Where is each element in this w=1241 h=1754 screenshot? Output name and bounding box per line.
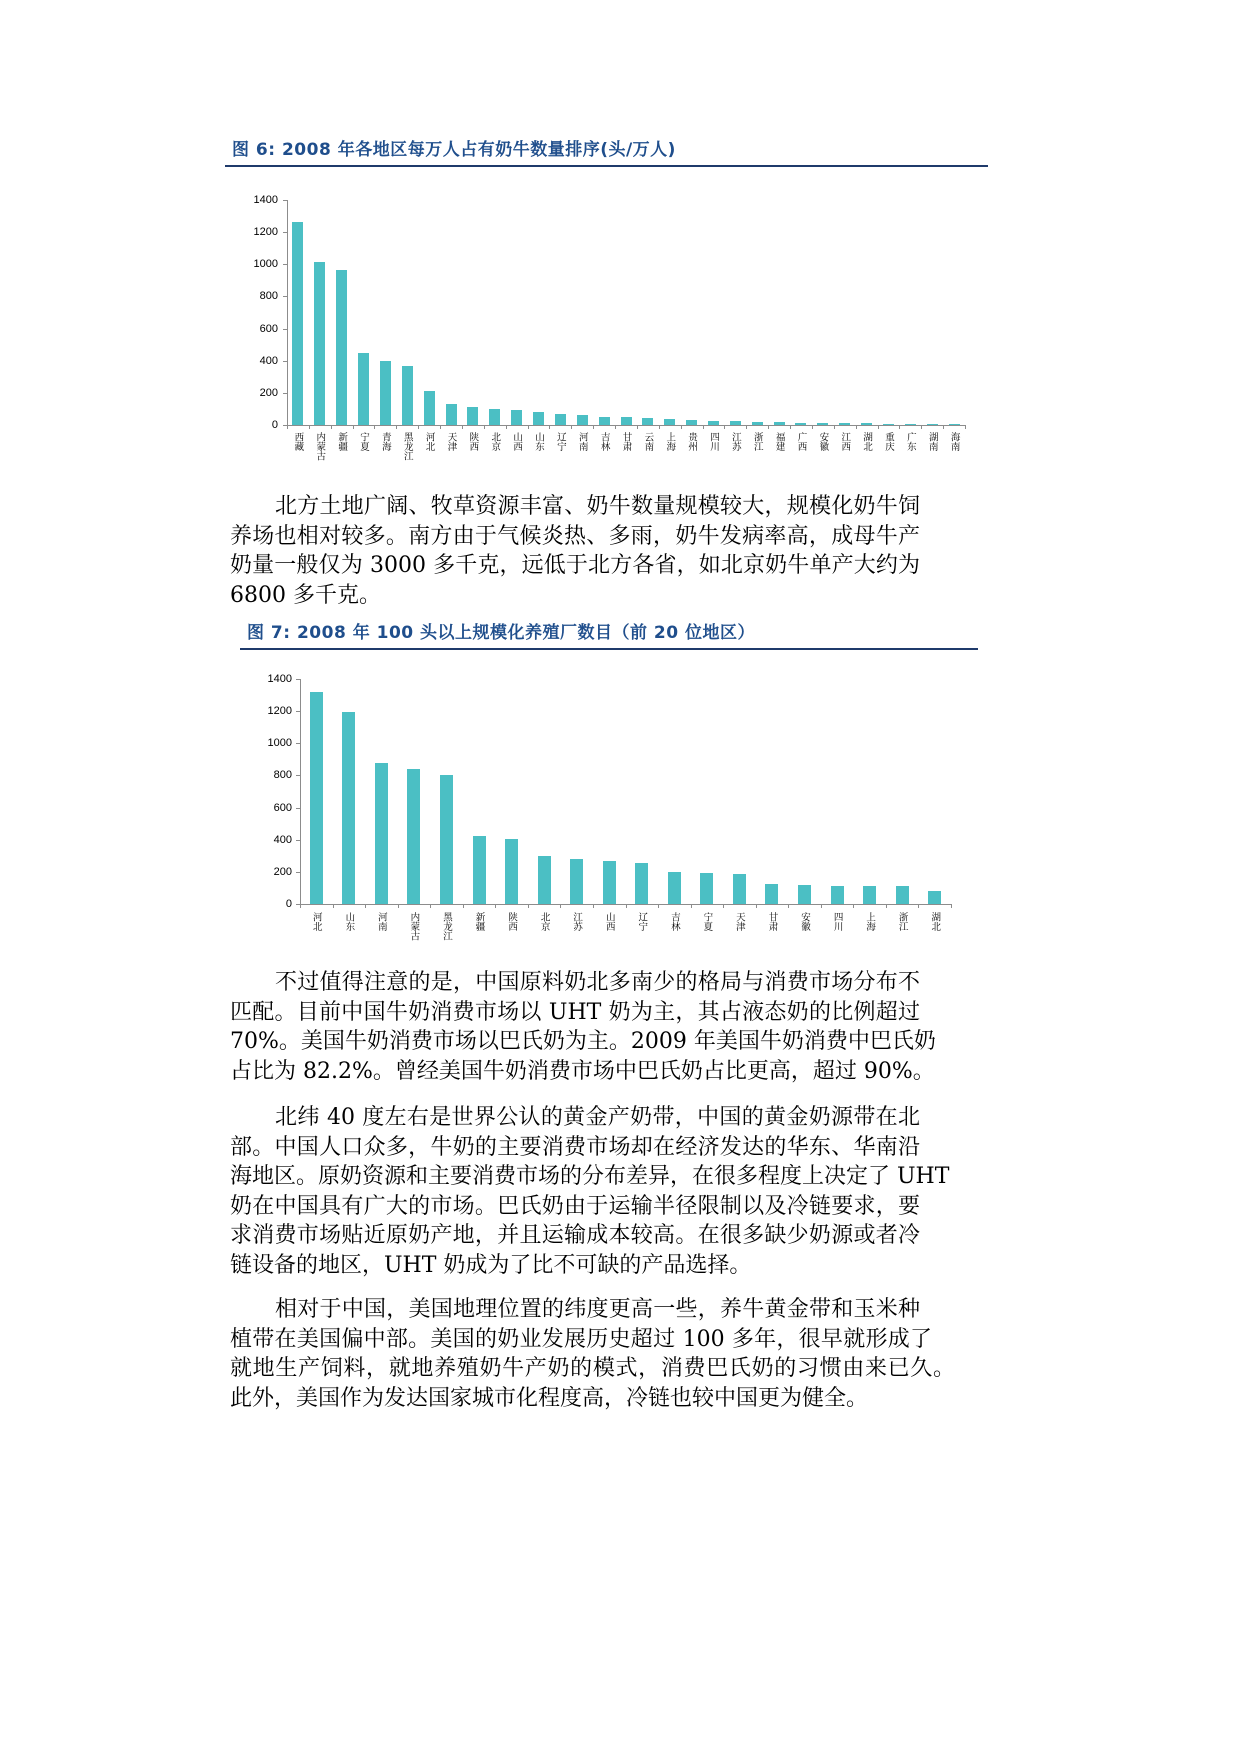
y-tick-mark: [283, 329, 287, 330]
bar-12: [533, 412, 544, 425]
bar-26: [839, 423, 850, 425]
x-tick-mark: [331, 425, 332, 429]
bar-8: [446, 404, 457, 425]
bar-17: [642, 418, 653, 425]
category-label: 海南: [948, 432, 960, 451]
y-tick-label: 0: [271, 419, 278, 431]
category-label: 黑龙江: [401, 432, 413, 461]
category-label: 宁夏: [701, 912, 713, 931]
x-tick-mark: [506, 425, 507, 429]
bar-10: [489, 409, 500, 425]
cattle-per-10k-bar-chart: [240, 185, 980, 475]
x-tick-mark: [353, 425, 354, 429]
bar-25: [817, 423, 828, 425]
category-label: 吉林: [668, 912, 680, 931]
bar-29: [905, 424, 916, 425]
bar-20: [708, 421, 719, 425]
category-label: 黑龙江: [440, 912, 452, 941]
bar-16: [621, 417, 632, 425]
category-label: 广东: [904, 432, 916, 451]
bar-14: [577, 415, 588, 425]
bar-19: [896, 886, 909, 904]
category-label: 福建: [773, 432, 785, 451]
bar-7: [505, 839, 518, 904]
bar-18: [664, 419, 675, 425]
x-tick-mark: [746, 425, 747, 429]
y-tick-label: 1400: [253, 194, 278, 206]
x-tick-mark: [528, 425, 529, 429]
y-tick-mark: [283, 361, 287, 362]
bar-17: [831, 886, 844, 904]
bar-24: [795, 423, 806, 425]
x-tick-mark: [812, 425, 813, 429]
x-tick-mark: [440, 425, 441, 429]
y-tick-label: 1000: [253, 258, 278, 271]
bar-3: [336, 270, 347, 425]
text-line: 占比为 82.2%。曾经美国牛奶消费市场中巴氏奶占比更高，超过 90%。: [230, 1058, 935, 1084]
y-tick-label: 600: [273, 801, 292, 814]
x-tick-mark: [462, 425, 463, 429]
category-label: 重庆: [882, 432, 894, 451]
category-label: 辽宁: [636, 912, 648, 931]
bar-1: [310, 692, 323, 904]
x-tick-mark: [593, 904, 594, 908]
caption-rule: [225, 165, 988, 167]
text-line: 70%。美国牛奶消费市场以巴氏奶为主。2009 年美国牛奶消费中巴氏奶: [230, 1029, 936, 1054]
bar-5: [440, 775, 453, 904]
x-tick-mark: [853, 904, 854, 908]
x-tick-mark: [768, 425, 769, 429]
category-label: 上海: [664, 432, 676, 451]
bar-22: [752, 422, 763, 425]
y-axis: [287, 200, 288, 426]
y-tick-mark: [296, 743, 300, 744]
x-tick-mark: [300, 904, 301, 908]
x-tick-mark: [658, 904, 659, 908]
bar-11: [635, 863, 648, 904]
category-label: 贵州: [686, 432, 698, 451]
x-tick-mark: [943, 425, 944, 429]
x-tick-mark: [899, 425, 900, 429]
text-line: 匹配。目前中国牛奶消费市场以 UHT 奶为主，其占液态奶的比例超过: [230, 999, 920, 1025]
category-label: 西藏: [292, 432, 304, 451]
category-label: 江苏: [729, 432, 741, 451]
paragraph: [230, 1103, 950, 1280]
x-tick-mark: [821, 904, 822, 908]
bar-2: [314, 262, 325, 425]
y-tick-label: 400: [273, 833, 292, 846]
paragraph: [230, 1295, 955, 1413]
bar-11: [511, 410, 522, 425]
bar-9: [570, 859, 583, 904]
bar-13: [555, 414, 566, 425]
figure-6-caption: 图 6: 2008 年各地区每万人占有奶牛数量排序(头/万人): [232, 140, 676, 160]
text-line: 部。中国人口众多，牛奶的主要消费市场却在经济发达的华东、华南沿: [230, 1134, 920, 1160]
x-tick-mark: [637, 425, 638, 429]
category-label: 河北: [423, 432, 435, 451]
category-label: 天津: [445, 432, 457, 451]
x-tick-mark: [484, 425, 485, 429]
x-tick-mark: [886, 904, 887, 908]
paragraph: [230, 492, 920, 610]
category-label: 河南: [375, 912, 387, 931]
text-line: 北纬 40 度左右是世界公认的黄金产奶带，中国的黄金奶源带在北: [275, 1105, 920, 1130]
y-tick-mark: [283, 393, 287, 394]
bar-30: [927, 424, 938, 425]
y-tick-mark: [283, 200, 287, 201]
category-label: 上海: [864, 912, 876, 931]
category-label: 陕西: [467, 432, 479, 451]
x-tick-mark: [549, 425, 550, 429]
y-tick-label: 800: [273, 769, 292, 782]
category-label: 浙江: [751, 432, 763, 451]
x-tick-mark: [790, 425, 791, 429]
category-label: 广西: [795, 432, 807, 451]
text-line: 植带在美国偏中部。美国的奶业发展历史超过 100 多年，很早就形成了: [230, 1326, 932, 1352]
category-label: 河南: [576, 432, 588, 451]
category-label: 北京: [538, 912, 550, 931]
text-line: 就地生产饲料，就地养殖奶牛产奶的模式，消费巴氏奶的习惯由来已久。: [230, 1356, 955, 1381]
x-tick-mark: [788, 904, 789, 908]
category-label: 山西: [603, 912, 615, 931]
x-tick-mark: [723, 904, 724, 908]
x-tick-mark: [856, 425, 857, 429]
y-tick-label: 800: [259, 290, 278, 303]
y-tick-mark: [296, 775, 300, 776]
x-tick-mark: [495, 904, 496, 908]
category-label: 湖北: [929, 912, 941, 931]
y-tick-label: 0: [285, 898, 292, 910]
y-tick-label: 1200: [253, 226, 278, 239]
x-tick-mark: [691, 904, 692, 908]
category-label: 江苏: [571, 912, 583, 931]
category-label: 云南: [642, 432, 654, 451]
bar-27: [861, 423, 872, 425]
category-label: 青海: [379, 432, 391, 451]
category-label: 内蒙古: [314, 432, 326, 461]
category-label: 辽宁: [554, 432, 566, 451]
x-tick-mark: [921, 425, 922, 429]
text-line: 相对于中国，美国地理位置的纬度更高一些，养牛黄金带和玉米种: [275, 1297, 920, 1322]
x-tick-mark: [681, 425, 682, 429]
bar-12: [668, 872, 681, 904]
y-tick-mark: [283, 232, 287, 233]
category-label: 新疆: [473, 912, 485, 931]
x-tick-mark: [430, 904, 431, 908]
bar-6: [402, 366, 413, 425]
category-label: 安徽: [817, 432, 829, 451]
text-line: 奶量一般仅为 3000 多千克，远低于北方各省，如北京奶牛单产大约为: [230, 553, 920, 578]
category-label: 四川: [707, 432, 719, 451]
category-label: 浙江: [896, 912, 908, 931]
text-line: 不过值得注意的是，中国原料奶北多南少的格局与消费市场分布不: [275, 970, 920, 995]
y-tick-label: 1200: [267, 705, 292, 718]
bar-23: [774, 422, 785, 425]
x-tick-mark: [756, 904, 757, 908]
category-label: 内蒙古: [408, 912, 420, 941]
x-tick-mark: [615, 425, 616, 429]
bar-13: [700, 873, 713, 904]
text-line: 此外，美国作为发达国家城市化程度高，冷链也较中国更为健全。: [230, 1385, 869, 1411]
category-label: 湖南: [926, 432, 938, 451]
category-label: 江西: [839, 432, 851, 451]
figure-7-caption: 图 7: 2008 年 100 头以上规模化养殖厂数目（前 20 位地区）: [247, 623, 756, 643]
y-tick-label: 400: [259, 354, 278, 367]
category-label: 天津: [733, 912, 745, 931]
category-label: 吉林: [598, 432, 610, 451]
category-label: 甘肃: [620, 432, 632, 451]
x-tick-mark: [418, 425, 419, 429]
category-label: 甘肃: [766, 912, 778, 931]
y-tick-mark: [283, 264, 287, 265]
x-tick-mark: [724, 425, 725, 429]
bar-16: [798, 885, 811, 904]
bar-8: [538, 856, 551, 904]
y-tick-label: 200: [259, 386, 278, 399]
y-tick-label: 600: [259, 322, 278, 335]
x-tick-mark: [951, 904, 952, 908]
category-label: 山东: [533, 432, 545, 451]
x-tick-mark: [703, 425, 704, 429]
y-tick-mark: [296, 872, 300, 873]
y-tick-mark: [296, 679, 300, 680]
bar-4: [358, 353, 369, 425]
category-label: 陕西: [506, 912, 518, 931]
bar-2: [342, 712, 355, 904]
x-tick-mark: [560, 904, 561, 908]
x-tick-mark: [528, 904, 529, 908]
x-tick-mark: [965, 425, 966, 429]
x-tick-mark: [309, 425, 310, 429]
x-tick-mark: [463, 904, 464, 908]
y-tick-label: 1000: [267, 737, 292, 750]
text-line: 链设备的地区，UHT 奶成为了比不可缺的产品选择。: [230, 1252, 752, 1278]
x-tick-mark: [398, 904, 399, 908]
x-tick-mark: [287, 425, 288, 429]
y-tick-label: 1400: [267, 673, 292, 685]
text-line: 海地区。原奶资源和主要消费市场的分布差异，在很多程度上决定了 UHT: [230, 1164, 950, 1189]
x-tick-mark: [878, 425, 879, 429]
bar-21: [730, 421, 741, 425]
bar-9: [467, 407, 478, 425]
bar-5: [380, 361, 391, 425]
text-line: 6800 多千克。: [230, 582, 381, 608]
category-label: 北京: [489, 432, 501, 451]
x-tick-mark: [333, 904, 334, 908]
text-line: 求消费市场贴近原奶产地，并且运输成本较高。在很多缺少奶源或者冷: [230, 1223, 920, 1248]
bar-6: [473, 836, 486, 904]
y-axis: [300, 679, 301, 905]
bar-18: [863, 886, 876, 904]
bar-19: [686, 420, 697, 425]
x-tick-mark: [626, 904, 627, 908]
x-tick-mark: [396, 425, 397, 429]
text-line: 养场也相对较多。南方由于气候炎热、多雨，奶牛发病率高，成母牛产: [230, 523, 920, 549]
bar-28: [883, 424, 894, 425]
y-tick-mark: [283, 296, 287, 297]
text-line: 北方土地广阔、牧草资源丰富、奶牛数量规模较大，规模化奶牛饲: [275, 494, 920, 519]
text-line: 奶在中国具有广大的市场。巴氏奶由于运输半径限制以及冷链要求，要: [230, 1193, 920, 1219]
x-tick-mark: [834, 425, 835, 429]
bar-3: [375, 763, 388, 904]
bar-4: [407, 769, 420, 904]
category-label: 河北: [310, 912, 322, 931]
bar-31: [949, 424, 960, 425]
x-axis: [287, 425, 965, 426]
x-tick-mark: [571, 425, 572, 429]
category-label: 山东: [343, 912, 355, 931]
bar-20: [928, 891, 941, 904]
y-tick-label: 200: [273, 865, 292, 878]
y-tick-mark: [296, 840, 300, 841]
x-tick-mark: [593, 425, 594, 429]
x-tick-mark: [918, 904, 919, 908]
category-label: 新疆: [336, 432, 348, 451]
category-label: 湖北: [861, 432, 873, 451]
category-label: 山西: [511, 432, 523, 451]
bar-1: [292, 222, 303, 425]
y-tick-mark: [296, 808, 300, 809]
x-tick-mark: [365, 904, 366, 908]
caption-rule: [240, 648, 978, 650]
category-label: 安徽: [799, 912, 811, 931]
paragraph: [230, 968, 935, 1086]
x-tick-mark: [374, 425, 375, 429]
large-farms-bar-chart: [255, 665, 975, 955]
bar-14: [733, 874, 746, 904]
x-tick-mark: [659, 425, 660, 429]
bar-10: [603, 861, 616, 904]
bar-15: [599, 417, 610, 425]
category-label: 宁夏: [358, 432, 370, 451]
category-label: 四川: [831, 912, 843, 931]
bar-7: [424, 391, 435, 425]
bar-15: [765, 884, 778, 904]
y-tick-mark: [296, 711, 300, 712]
